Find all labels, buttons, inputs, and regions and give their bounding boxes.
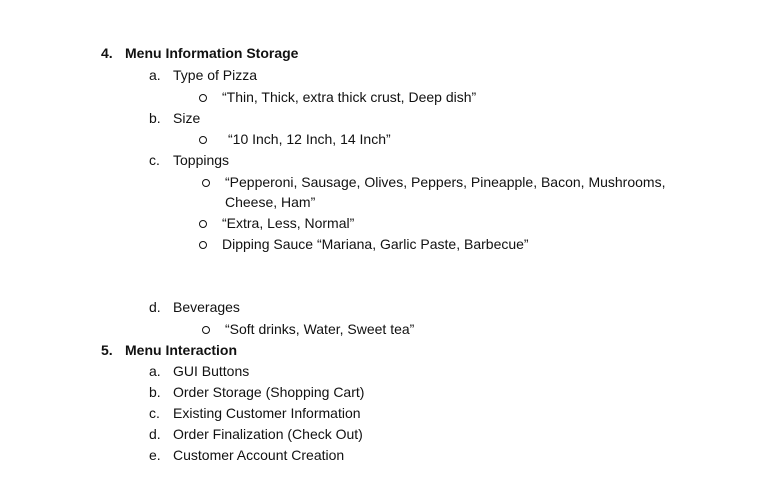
- list-item: [149, 404, 361, 422]
- item-letter: a.: [149, 67, 161, 83]
- bullet-text: “10 Inch, 12 Inch, 14 Inch”: [228, 131, 391, 147]
- circle-bullet-icon: [199, 136, 207, 144]
- item-letter: c.: [149, 152, 160, 168]
- circle-bullet-icon: [199, 241, 207, 249]
- list-item: [149, 298, 240, 316]
- list-item: [149, 425, 363, 443]
- bullet-text: “Soft drinks, Water, Sweet tea”: [225, 321, 415, 337]
- list-item: [149, 66, 258, 84]
- bullet-text: “Extra, Less, Normal”: [222, 215, 355, 231]
- item-label: Existing Customer Information: [173, 405, 361, 421]
- item-letter: b.: [149, 110, 161, 126]
- item-label: Order Finalization (Check Out): [173, 426, 363, 442]
- item-letter: c.: [149, 405, 160, 421]
- item-label: Beverages: [173, 299, 240, 315]
- bullet-text-continuation: Cheese, Ham”: [225, 194, 316, 210]
- item-label: Type of Pizza: [173, 67, 258, 83]
- item-label: Order Storage (Shopping Cart): [173, 384, 365, 400]
- bullet-text: Dipping Sauce “Mariana, Garlic Paste, Barbecue”: [222, 236, 529, 252]
- section-heading: [101, 341, 238, 359]
- bullet-text: “Thin, Thick, extra thick crust, Deep dish”: [222, 89, 477, 105]
- list-item: [149, 383, 365, 401]
- circle-bullet-icon: [199, 94, 207, 102]
- item-label: Customer Account Creation: [173, 447, 345, 463]
- item-letter: d.: [149, 426, 161, 442]
- section-heading: [101, 44, 299, 62]
- section-number: 5.: [101, 342, 113, 358]
- item-letter: e.: [149, 447, 161, 463]
- list-item: [149, 362, 250, 380]
- circle-bullet-icon: [202, 326, 210, 334]
- section-title: Menu Interaction: [125, 342, 238, 358]
- circle-bullet-icon: [199, 220, 207, 228]
- item-letter: d.: [149, 299, 161, 315]
- item-letter: a.: [149, 363, 161, 379]
- item-letter: b.: [149, 384, 161, 400]
- list-item: [149, 151, 230, 169]
- list-item: [149, 446, 345, 464]
- section-number: 4.: [101, 45, 113, 61]
- item-label: Toppings: [173, 152, 230, 168]
- item-label: GUI Buttons: [173, 363, 250, 379]
- item-label: Size: [173, 110, 201, 126]
- bullet-text: “Pepperoni, Sausage, Olives, Peppers, Pineapple, Bacon, Mushrooms,: [225, 174, 666, 190]
- list-item: [149, 109, 201, 127]
- section-title: Menu Information Storage: [125, 45, 299, 61]
- circle-bullet-icon: [202, 179, 210, 187]
